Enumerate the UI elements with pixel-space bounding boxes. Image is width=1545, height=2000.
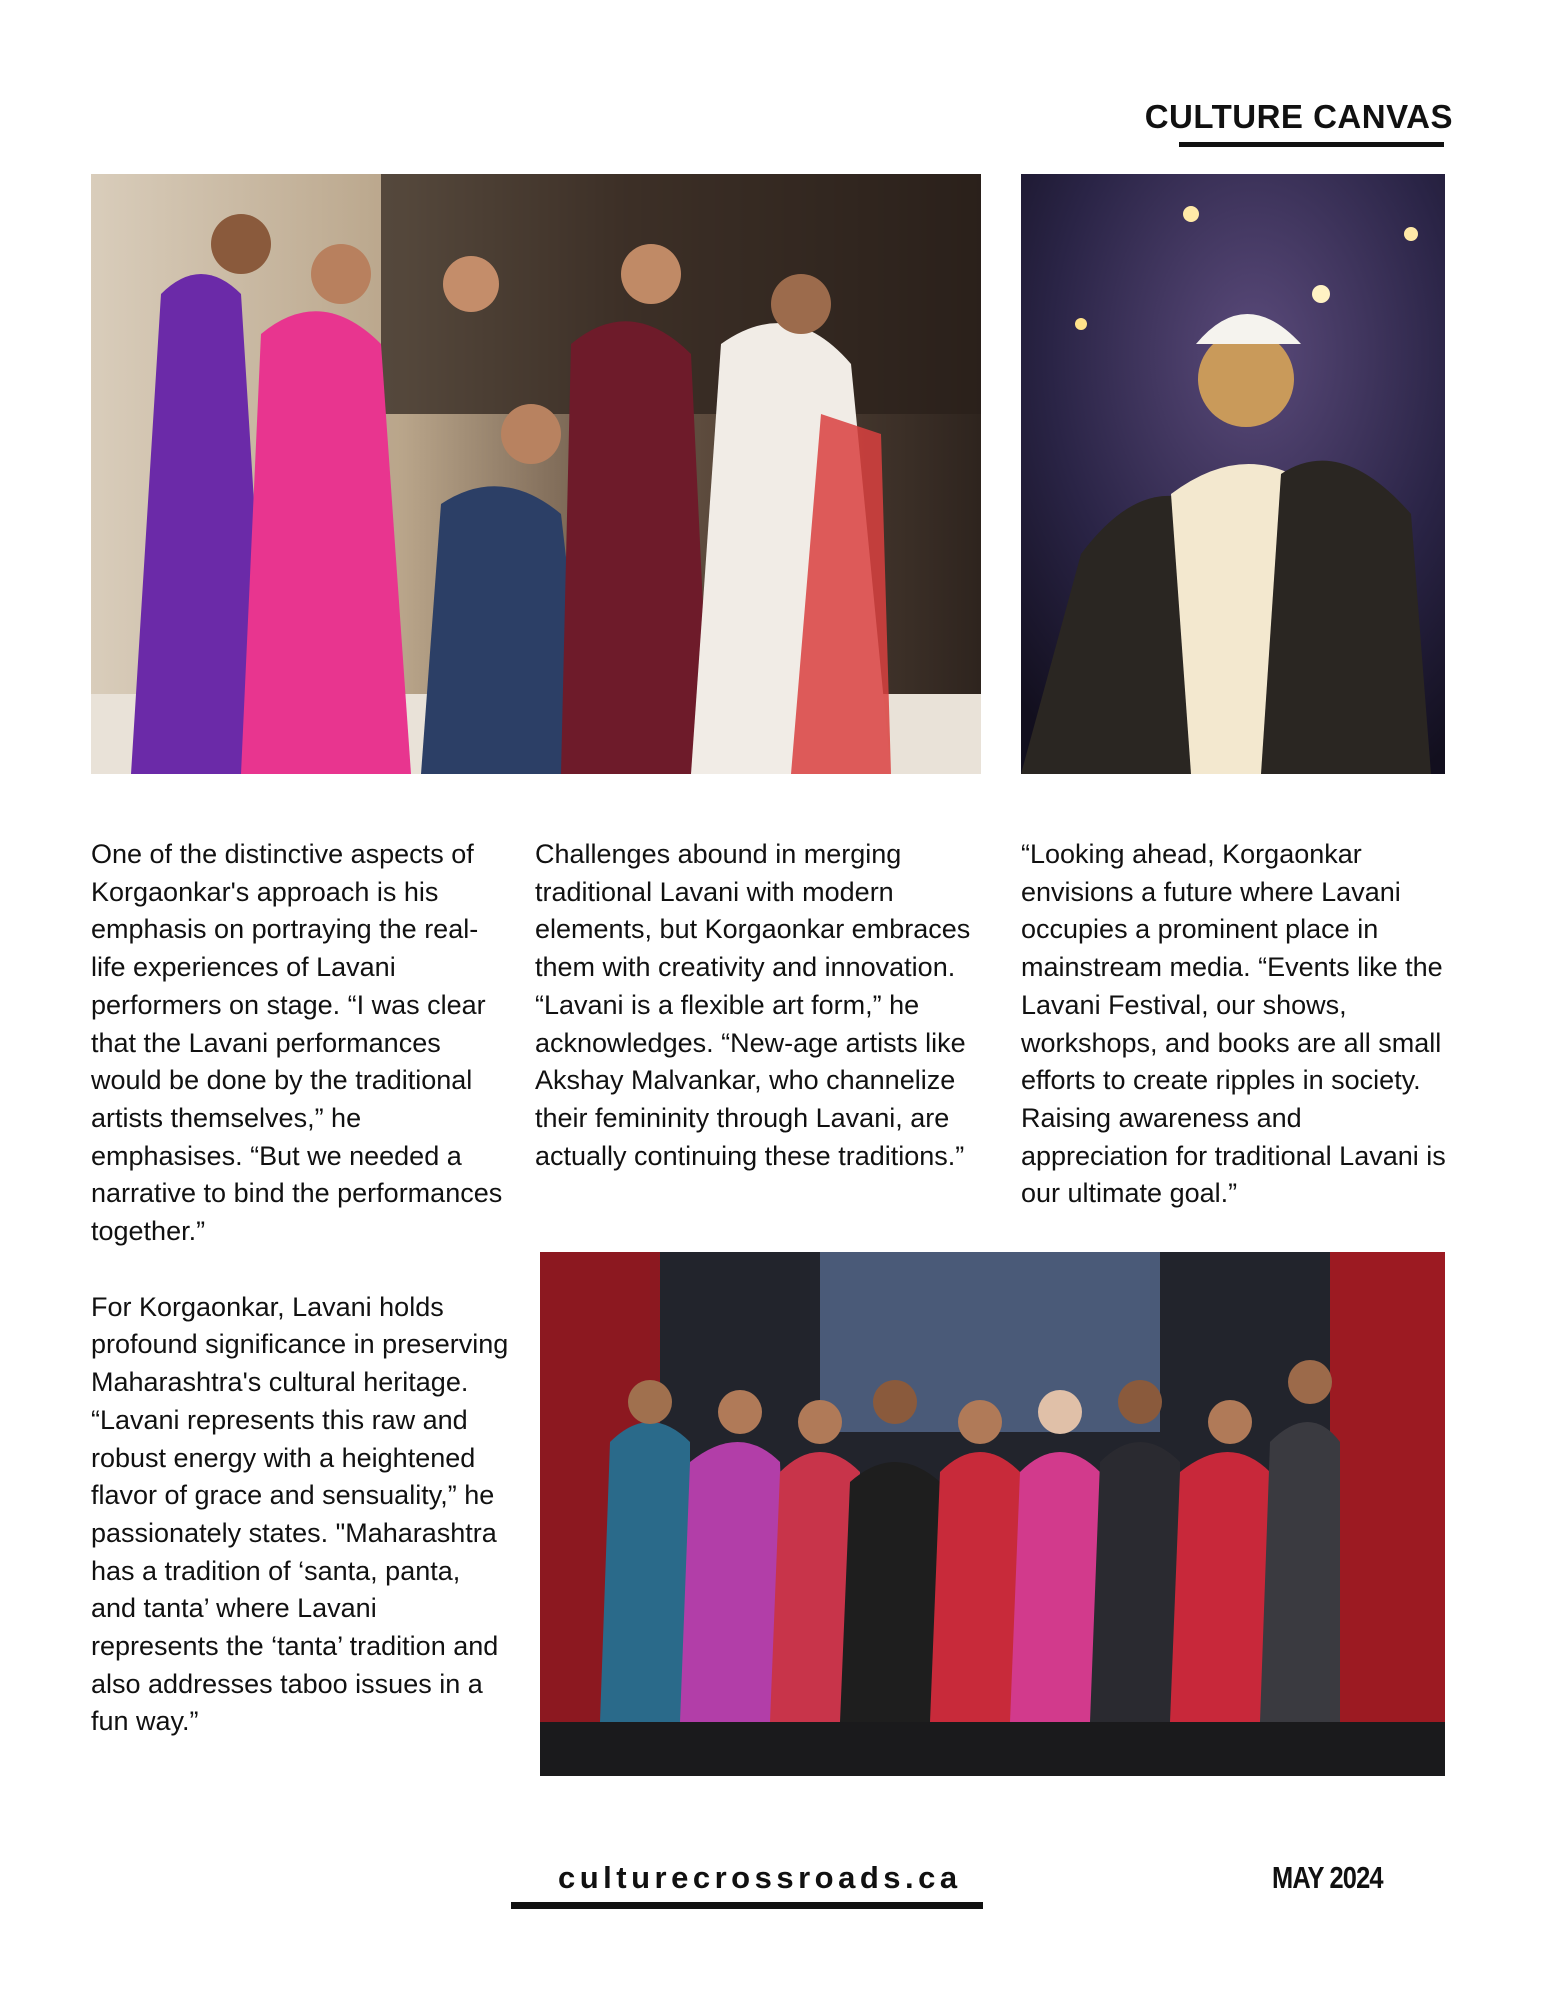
masthead-title: CULTURE CANVAS [1144,98,1453,135]
paragraph: For Korgaonkar, Lavani holds profound significance in preserving Maharashtra's cultural heritage. “Lavani represents this raw and robust energy with a heightened flavor of grace and sensuality,” he passionately states. "Maharashtra has a tradition of ‘santa, panta, and tanta’ where Lavani represents the ‘tanta’ tradition and also addresses taboo issues in a fun way.” [91,1291,509,1737]
photo-icon [1021,174,1445,774]
footer-underline [511,1902,983,1909]
masthead-underline [1179,142,1444,147]
photo-icon [540,1252,1445,1776]
photo-group-stage [540,1252,1445,1776]
paragraph: “Looking ahead, Korgaonkar envisions a future where Lavani occupies a prominent place in mainstream media. “Events like the Lavani Festival, our shows, workshops, and books are all small efforts to create ripples in society. Raising awareness and appreciation for traditional Lavani is our ultimate goal.” [1021,839,1446,1209]
article-column-3 [1021,836,1451,1213]
paragraph: One of the distinctive aspects of Korgaonkar's approach is his emphasis on portraying the real-life experiences of Lavani performers on stage. “I was clear that the Lavani performances would be done by the traditional artists themselves,” he emphasises. “But we needed a narrative to bind the performances together.” [91,839,503,1247]
footer-website: culturecrossroads.ca [558,1860,962,1895]
paragraph: Challenges abound in merging traditional Lavani with modern elements, but Korgaonkar embraces them with creativity and innovation. “Lavani is a flexible art form,” he acknowledges. “New-age artists like Akshay Malvankar, who channelize their femininity through Lavani, are actually continuing these traditions.” [535,839,971,1171]
photo-group-backstage [91,174,981,774]
photo-icon [91,174,981,774]
article-column-1 [91,836,511,1741]
photo-solo-performer [1021,174,1445,774]
article-column-2 [535,836,975,1175]
footer-issue-date: MAY 2024 [1272,1860,1383,1895]
